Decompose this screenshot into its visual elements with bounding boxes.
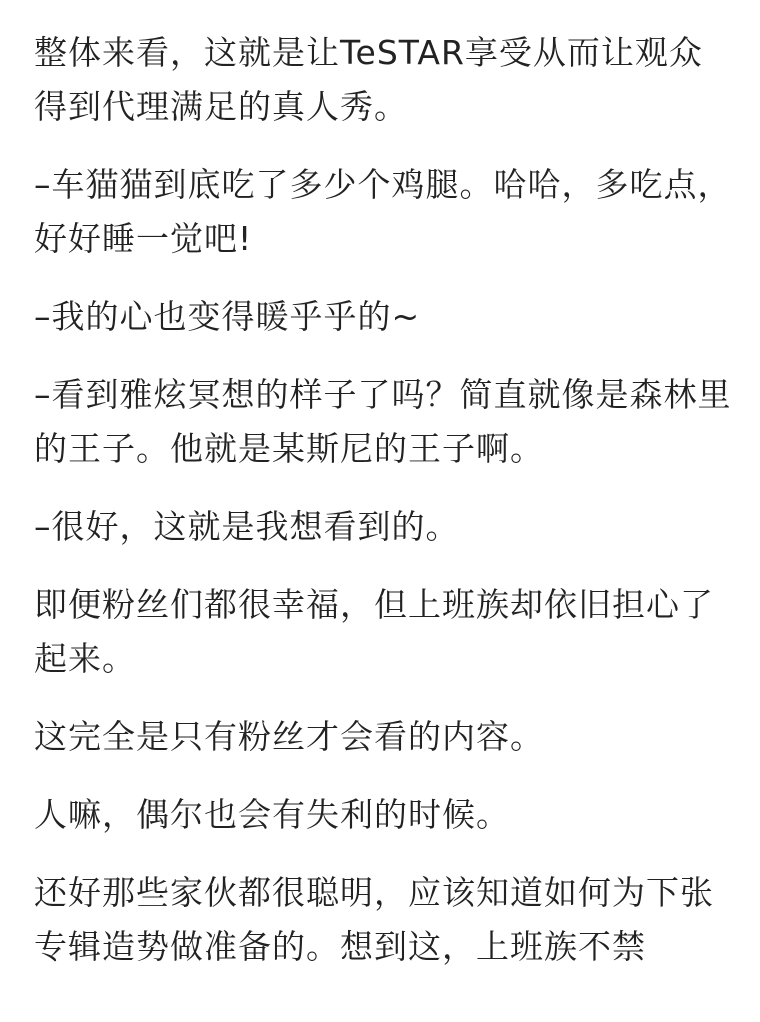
- paragraph-2: –车猫猫到底吃了多少个鸡腿。哈哈，多吃点，好好睡一觉吧!: [34, 165, 732, 258]
- paragraph-6: 即便粉丝们都很幸福，但上班族却依旧担心了起来。: [34, 585, 714, 678]
- paragraph-7: 这完全是只有粉丝才会看的内容。: [34, 717, 544, 756]
- paragraph-5: –很好，这就是我想看到的。: [34, 507, 460, 546]
- paragraph-3: –我的心也变得暖乎乎的~: [34, 297, 421, 336]
- paragraph-1: 整体来看，这就是让TeSTAR享受从而让观众得到代理满足的真人秀。: [34, 33, 703, 126]
- article-body: [34, 26, 734, 998]
- paragraph-4: –看到雅炫冥想的样子了吗？简直就像是森林里的王子。他就是某斯尼的王子啊。: [34, 375, 732, 468]
- paragraph-8: 人嘛，偶尔也会有失利的时候。: [34, 795, 510, 834]
- paragraph-9: 还好那些家伙都很聪明，应该知道如何为下张专辑造势做准备的。想到这，上班族不禁: [34, 873, 714, 966]
